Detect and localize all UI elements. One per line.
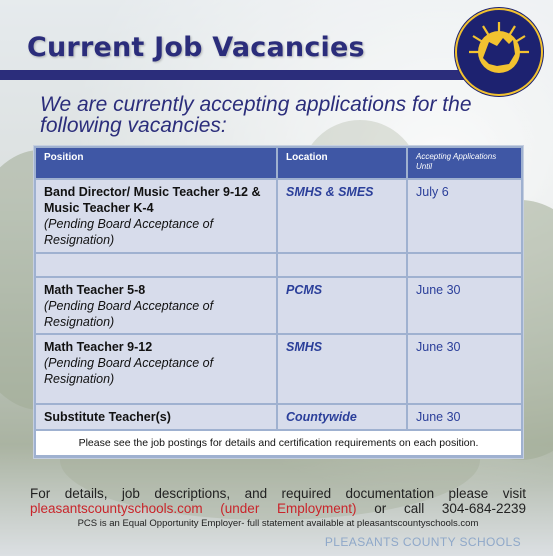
position-deadline: June 30 xyxy=(408,278,521,333)
column-header-position: Position xyxy=(36,148,276,178)
position-note: (Pending Board Acceptance of Resignation) xyxy=(44,299,214,329)
column-header-until: Accepting Applications Until xyxy=(408,148,521,178)
vacancies-table xyxy=(33,145,524,459)
phone-text: or call 304-684-2239 xyxy=(374,501,526,516)
position-deadline: June 30 xyxy=(408,335,521,403)
empty-cell xyxy=(36,254,276,276)
position-note: (Pending Board Acceptance of Resignation) xyxy=(44,356,214,386)
contact-text: For details, job descriptions, and required documentation please visit xyxy=(30,486,526,501)
table-footnote: Please see the job postings for details and certification requirements on each position. xyxy=(36,431,521,455)
position-note: (Pending Board Acceptance of Resignation) xyxy=(44,217,214,247)
position-title: Math Teacher 5-8 xyxy=(44,283,146,297)
position-location: Countywide xyxy=(278,405,406,429)
table-row-position xyxy=(36,180,276,252)
brand-footer: PLEASANTS COUNTY SCHOOLS xyxy=(324,535,521,549)
table-row-position xyxy=(36,405,276,429)
title-underline xyxy=(0,70,490,80)
position-location: PCMS xyxy=(278,278,406,333)
position-deadline: July 6 xyxy=(408,180,521,252)
eoe-statement: PCS is an Equal Opportunity Employer- full statement available at pleasantscountyschools.com xyxy=(77,518,479,529)
page-title: Current Job Vacancies xyxy=(27,32,365,63)
position-title: Band Director/ Music Teacher 9-12 & Music Teacher K-4 xyxy=(44,185,261,215)
website-link[interactable]: pleasantscountyschools.com (under Employment) xyxy=(30,501,357,516)
position-deadline: June 30 xyxy=(408,405,521,429)
position-location: SMHS xyxy=(278,335,406,403)
empty-cell xyxy=(278,254,406,276)
intro-text: We are currently accepting applications for the following vacancies: xyxy=(40,93,472,137)
empty-cell xyxy=(408,254,521,276)
position-title: Substitute Teacher(s) xyxy=(44,410,171,424)
table-row-position xyxy=(36,278,276,333)
position-location: SMHS & SMES xyxy=(278,180,406,252)
table-row-position xyxy=(36,335,276,403)
position-title: Math Teacher 9-12 xyxy=(44,340,153,354)
contact-info xyxy=(30,486,526,516)
school-seal-logo xyxy=(453,6,545,98)
column-header-location: Location xyxy=(278,148,406,178)
